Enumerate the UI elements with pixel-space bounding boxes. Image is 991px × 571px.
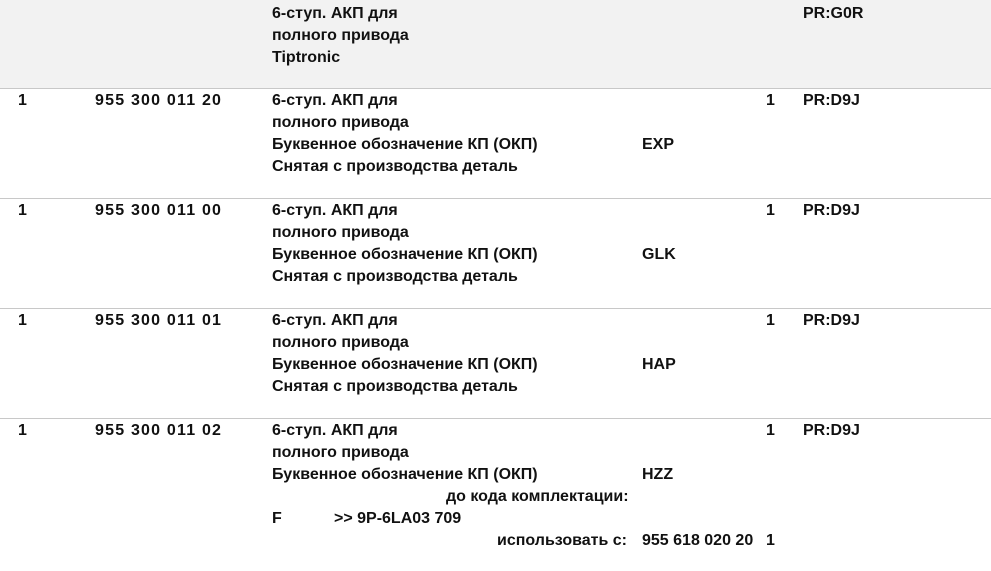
description-line: полного привода	[272, 444, 409, 461]
gearbox-code: EXP	[642, 136, 675, 153]
part-number[interactable]: 955 300 011 02	[95, 422, 223, 439]
table-row[interactable]	[0, 89, 991, 198]
quantity-cell: 1	[18, 422, 27, 439]
description-line: Снятая с производства деталь	[272, 268, 518, 285]
part-number[interactable]: 955 300 011 00	[95, 202, 223, 219]
count-cell: 1	[766, 312, 775, 329]
part-number[interactable]: 955 300 011 20	[95, 92, 223, 109]
pr-code: PR:D9J	[803, 202, 860, 219]
description-line: 6-ступ. АКП для	[272, 202, 398, 219]
description-line: 6-ступ. АКП для	[272, 92, 398, 109]
count-cell: 1	[766, 92, 775, 109]
use-from-label: использовать с:	[497, 532, 627, 549]
use-from-part-number[interactable]: 955 618 020 20	[642, 532, 754, 549]
description-line: полного привода	[272, 334, 409, 351]
equipment-range: >> 9P-6LA03 709	[334, 510, 462, 527]
table-row[interactable]	[0, 419, 991, 571]
quantity-cell: 1	[18, 202, 27, 219]
description-line: Снятая с производства деталь	[272, 158, 518, 175]
pr-code: PR:G0R	[803, 5, 864, 22]
quantity-cell: 1	[18, 312, 27, 329]
description-line: Буквенное обозначение КП (ОКП)	[272, 246, 538, 263]
pr-code: PR:D9J	[803, 312, 860, 329]
description-line: Буквенное обозначение КП (ОКП)	[272, 136, 538, 153]
part-number[interactable]: 955 300 011 01	[95, 312, 223, 329]
description-line: 6-ступ. АКП для	[272, 312, 398, 329]
gearbox-code: HAP	[642, 356, 676, 373]
equipment-letter: F	[272, 510, 282, 527]
description-line: Снятая с производства деталь	[272, 378, 518, 395]
description-line: полного привода	[272, 224, 409, 241]
pr-code: PR:D9J	[803, 92, 860, 109]
quantity-cell: 1	[18, 92, 27, 109]
description-line: полного привода	[272, 114, 409, 131]
count-cell: 1	[766, 202, 775, 219]
description-line: Буквенное обозначение КП (ОКП)	[272, 356, 538, 373]
pr-code: PR:D9J	[803, 422, 860, 439]
table-row[interactable]	[0, 199, 991, 308]
use-from-quantity: 1	[766, 532, 775, 549]
description-line: 6-ступ. АКП для	[272, 5, 398, 22]
table-row[interactable]	[0, 309, 991, 418]
count-cell: 1	[766, 422, 775, 439]
table-row[interactable]	[0, 0, 991, 88]
until-code-label: до кода комплектации:	[446, 488, 629, 505]
description-line: 6-ступ. АКП для	[272, 422, 398, 439]
gearbox-code: GLK	[642, 246, 676, 263]
gearbox-code: HZZ	[642, 466, 674, 483]
description-line: Буквенное обозначение КП (ОКП)	[272, 466, 538, 483]
description-line: полного привода	[272, 27, 409, 44]
description-line: Tiptronic	[272, 49, 341, 66]
